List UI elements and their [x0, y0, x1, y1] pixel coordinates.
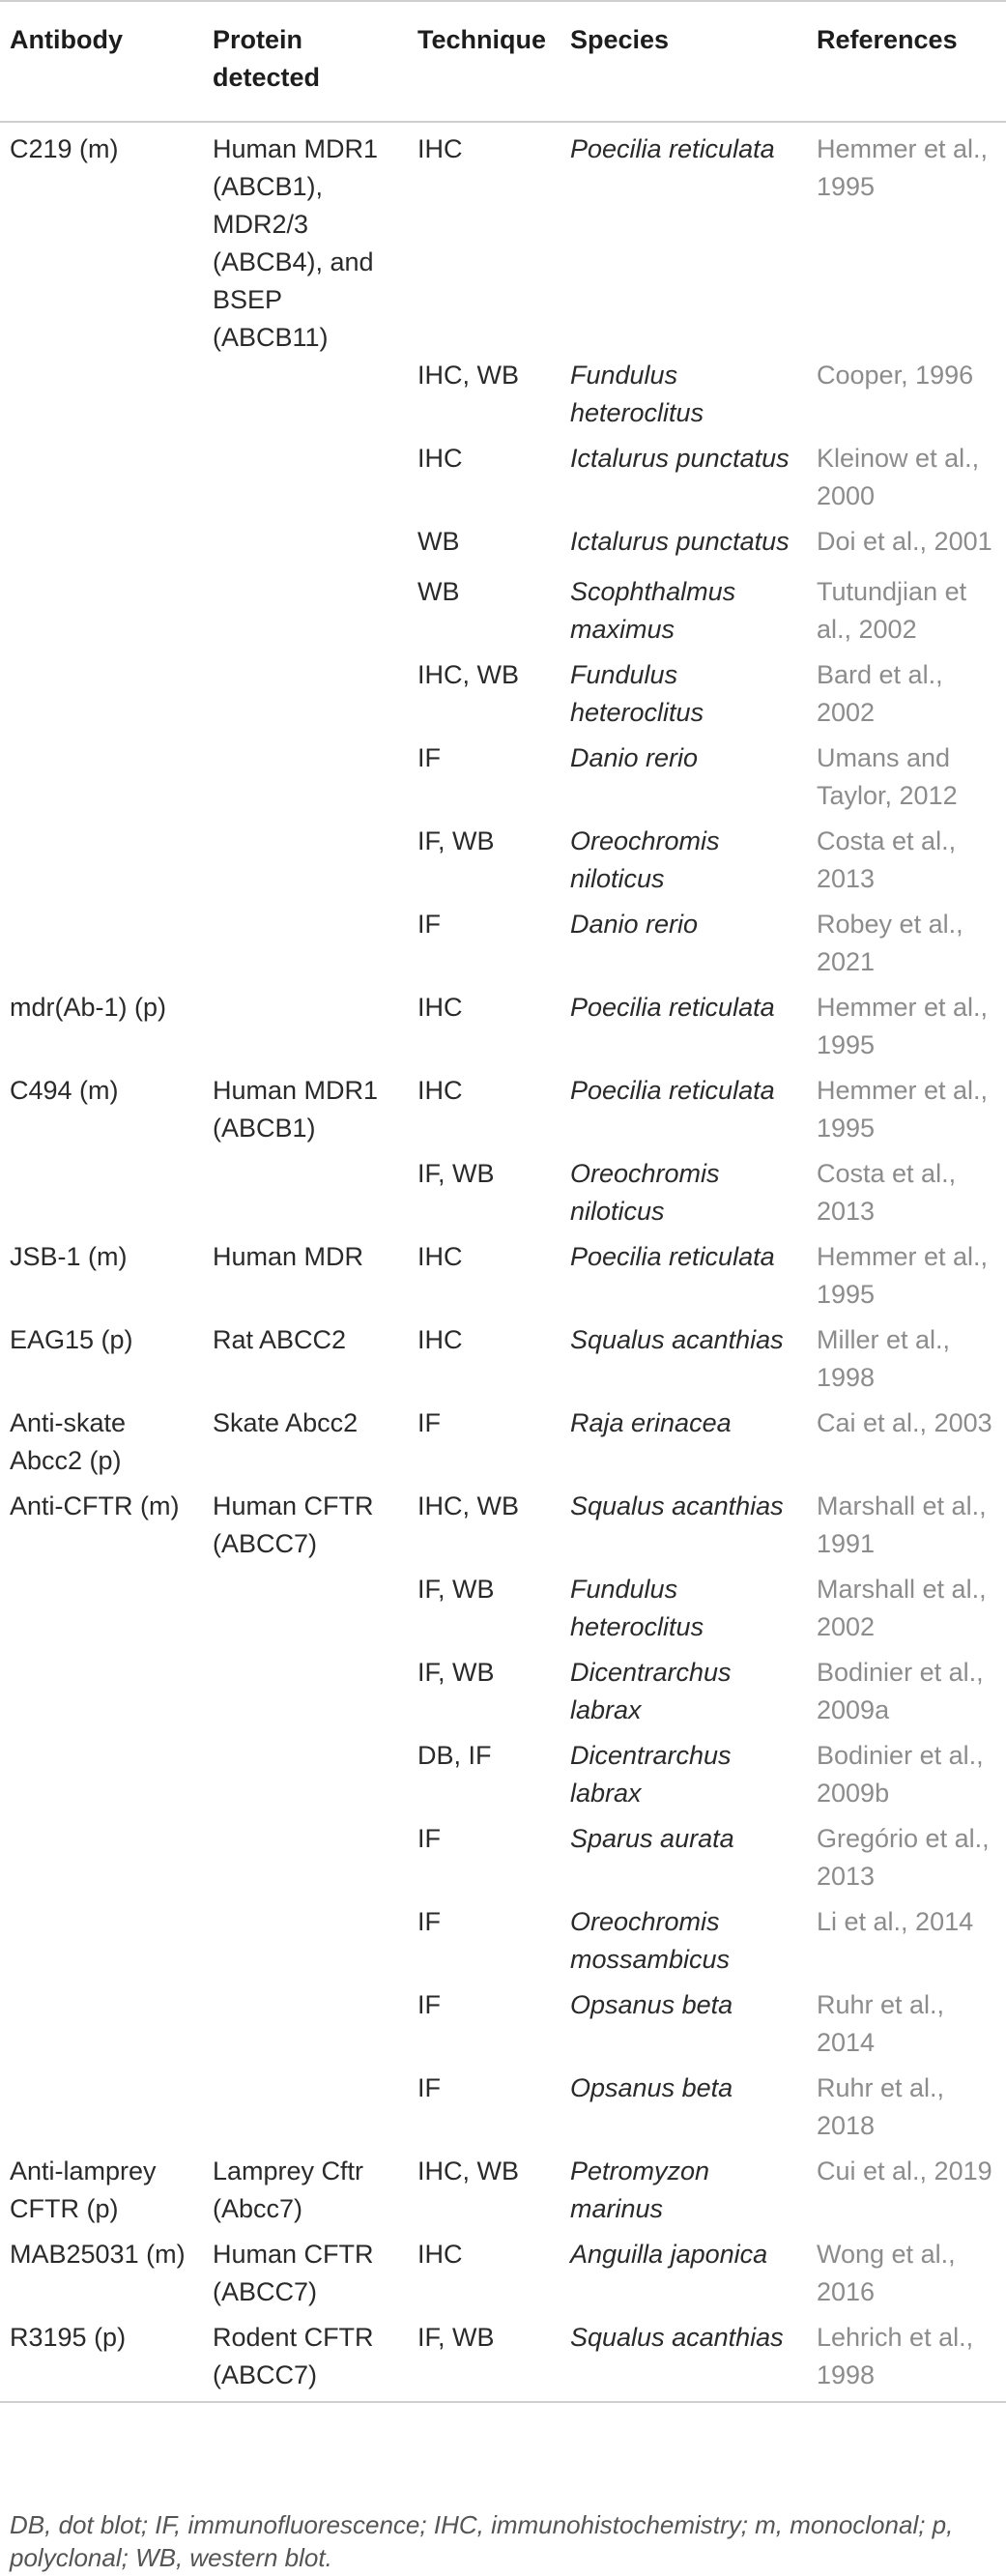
- table-body: [0, 122, 1006, 2402]
- table-row: [0, 1903, 1006, 1986]
- table-row: [0, 823, 1006, 906]
- cell-antibody: [0, 573, 203, 656]
- cell-antibody: Anti-lamprey CFTR (p): [10, 2156, 157, 2223]
- table-row: [0, 1404, 1006, 1488]
- cell-protein-detected: Rat ABCC2: [213, 1325, 347, 1354]
- cell-reference: Gregório et al., 2013: [817, 1824, 990, 1891]
- cell-protein-detected: [203, 1571, 408, 1654]
- table-row: [0, 739, 1006, 823]
- table-row: [0, 906, 1006, 989]
- cell-protein-detected: Rodent CFTR (ABCC7): [203, 2319, 408, 2402]
- cell-reference: Hemmer et al., 1995: [817, 993, 989, 1059]
- cell-species: Scophthalmus maximus: [570, 577, 736, 644]
- cell-species: Petromyzon marinus: [570, 2156, 710, 2223]
- cell-reference: Hemmer et al., 1995: [817, 134, 989, 201]
- cell-reference: Robey et al., 2021: [817, 910, 963, 976]
- cell-reference: Bard et al., 2002: [817, 660, 943, 727]
- cell-antibody: [0, 739, 203, 823]
- cell-protein-detected: [203, 1155, 408, 1238]
- cell-antibody: [0, 440, 203, 523]
- cell-species: Fundulus heteroclitus: [570, 1575, 704, 1641]
- table-row: [0, 1820, 1006, 1903]
- cell-reference: Kleinow et al., 2000: [817, 444, 980, 510]
- cell-protein-detected: [203, 989, 408, 1072]
- table-row: [0, 357, 1006, 440]
- table-row: [0, 573, 1006, 656]
- cell-reference: Hemmer et al., 1995: [817, 1242, 989, 1309]
- cell-species: Opsanus beta: [570, 2073, 733, 2102]
- cell-species: Poecilia reticulata: [570, 134, 775, 163]
- cell-reference: Umans and Taylor, 2012: [817, 743, 958, 810]
- header-antibody: Antibody: [0, 1, 203, 122]
- cell-protein-detected: Human CFTR (ABCC7): [213, 1491, 374, 1558]
- table-row: [0, 1155, 1006, 1238]
- header-technique: Technique: [408, 1, 560, 122]
- cell-antibody: C219 (m): [10, 134, 119, 163]
- cell-antibody: [0, 656, 203, 739]
- cell-protein-detected: [203, 2069, 408, 2153]
- cell-species: Fundulus heteroclitus: [570, 660, 704, 727]
- cell-reference: Miller et al., 1998: [817, 1325, 951, 1392]
- header-references: References: [807, 1, 1006, 122]
- cell-technique: IHC: [417, 1076, 463, 1105]
- cell-technique: IF: [417, 1408, 441, 1437]
- cell-species: Fundulus heteroclitus: [570, 361, 704, 427]
- cell-technique: IF, WB: [408, 2319, 560, 2402]
- cell-antibody: mdr(Ab-1) (p): [10, 993, 167, 1022]
- cell-reference: Marshall et al., 2002: [817, 1575, 987, 1641]
- cell-species: Poecilia reticulata: [570, 1076, 775, 1105]
- cell-technique: IF: [417, 1824, 441, 1853]
- cell-technique: IHC: [417, 1242, 463, 1271]
- cell-antibody: JSB-1 (m): [10, 1242, 128, 1271]
- cell-reference: Wong et al., 2016: [817, 2240, 956, 2306]
- cell-protein-detected: [203, 739, 408, 823]
- table-row: [0, 1488, 1006, 1571]
- cell-reference: Li et al., 2014: [817, 1907, 974, 1936]
- cell-technique: IHC: [417, 1325, 463, 1354]
- cell-reference: Costa et al., 2013: [817, 826, 957, 893]
- cell-antibody: EAG15 (p): [10, 1325, 133, 1354]
- cell-technique: WB: [417, 527, 460, 556]
- header-protein-detected: Protein detected: [203, 1, 408, 122]
- cell-antibody: Anti-skate Abcc2 (p): [10, 1408, 127, 1475]
- cell-technique: WB: [417, 577, 460, 606]
- cell-species: Poecilia reticulata: [570, 993, 775, 1022]
- cell-protein-detected: [203, 656, 408, 739]
- cell-technique: IF: [417, 1907, 441, 1936]
- table-header-row: [0, 1, 1006, 122]
- cell-protein-detected: [203, 1986, 408, 2069]
- cell-antibody: [0, 523, 203, 573]
- cell-antibody: [0, 1820, 203, 1903]
- cell-technique: IHC: [417, 134, 463, 163]
- cell-technique: IHC: [417, 444, 463, 473]
- table-row: [0, 2153, 1006, 2236]
- cell-antibody: [0, 1155, 203, 1238]
- cell-reference: Bodinier et al., 2009b: [817, 1741, 984, 1808]
- cell-protein-detected: [203, 1820, 408, 1903]
- table-row: [0, 1571, 1006, 1654]
- cell-antibody: Anti-CFTR (m): [10, 1491, 180, 1520]
- table-row: [0, 2069, 1006, 2153]
- cell-antibody: [0, 2069, 203, 2153]
- cell-species: Dicentrarchus labrax: [570, 1658, 732, 1724]
- cell-species: Poecilia reticulata: [570, 1242, 775, 1271]
- cell-protein-detected: [203, 573, 408, 656]
- cell-technique: IF, WB: [417, 1159, 495, 1188]
- cell-protein-detected: Lamprey Cftr (Abcc7): [213, 2156, 364, 2223]
- cell-species: Danio rerio: [570, 910, 699, 939]
- cell-reference: Doi et al., 2001: [817, 527, 992, 556]
- cell-technique: IHC, WB: [417, 1491, 519, 1520]
- cell-technique: IF: [417, 1990, 441, 2019]
- table-row: [0, 1321, 1006, 1404]
- cell-reference: Cui et al., 2019: [817, 2156, 992, 2185]
- cell-antibody: [0, 1903, 203, 1986]
- table-row: [0, 2319, 1006, 2402]
- cell-reference: Ruhr et al., 2018: [817, 2073, 945, 2140]
- cell-species: Raja erinacea: [570, 1408, 732, 1437]
- table-row: [0, 122, 1006, 357]
- cell-antibody: [0, 1571, 203, 1654]
- cell-antibody: [0, 1654, 203, 1737]
- cell-species: Dicentrarchus labrax: [570, 1741, 732, 1808]
- cell-reference: Tutundjian et al., 2002: [817, 577, 967, 644]
- cell-protein-detected: [203, 357, 408, 440]
- cell-reference: Cai et al., 2003: [817, 1408, 992, 1437]
- cell-protein-detected: [203, 1654, 408, 1737]
- cell-protein-detected: Human MDR1 (ABCB1), MDR2/3 (ABCB4), and BSEP (ABCB11): [213, 134, 379, 352]
- cell-technique: IF: [417, 910, 441, 939]
- table-row: [0, 523, 1006, 573]
- cell-protein-detected: [203, 823, 408, 906]
- cell-antibody: [0, 906, 203, 989]
- cell-protein-detected: [203, 523, 408, 573]
- cell-species: Anguilla japonica: [570, 2240, 768, 2269]
- cell-reference: Hemmer et al., 1995: [817, 1076, 989, 1143]
- cell-technique: IF, WB: [417, 826, 495, 855]
- cell-species: Ictalurus punctatus: [570, 444, 790, 473]
- cell-antibody: C494 (m): [10, 1076, 119, 1105]
- cell-species: Squalus acanthias: [570, 1491, 784, 1520]
- cell-antibody: [0, 823, 203, 906]
- cell-antibody: MAB25031 (m): [10, 2240, 186, 2269]
- cell-reference: Lehrich et al., 1998: [807, 2319, 1006, 2402]
- cell-reference: Marshall et al., 1991: [817, 1491, 987, 1558]
- cell-protein-detected: [203, 440, 408, 523]
- cell-species: Opsanus beta: [570, 1990, 733, 2019]
- cell-antibody: R3195 (p): [0, 2319, 203, 2402]
- cell-species: Oreochromis niloticus: [570, 826, 720, 893]
- cell-technique: IHC, WB: [417, 361, 519, 390]
- cell-technique: IHC: [417, 2240, 463, 2269]
- cell-species: Squalus acanthias: [570, 1325, 784, 1354]
- cell-antibody: [0, 357, 203, 440]
- cell-species: Oreochromis mossambicus: [570, 1907, 731, 1974]
- cell-protein-detected: Human MDR1 (ABCB1): [213, 1076, 379, 1143]
- table-row: [0, 440, 1006, 523]
- table-row: [0, 1654, 1006, 1737]
- header-species: Species: [560, 1, 807, 122]
- cell-reference: Bodinier et al., 2009a: [817, 1658, 984, 1724]
- table-row: [0, 656, 1006, 739]
- cell-reference: Ruhr et al., 2014: [817, 1990, 945, 2057]
- cell-technique: IF, WB: [417, 1575, 495, 1604]
- cell-technique: IHC, WB: [417, 2156, 519, 2185]
- table-row: [0, 1737, 1006, 1820]
- cell-reference: Costa et al., 2013: [817, 1159, 957, 1226]
- cell-technique: IF, WB: [417, 1658, 495, 1687]
- cell-reference: Cooper, 1996: [817, 361, 974, 390]
- cell-technique: IF: [417, 743, 441, 772]
- table-row: [0, 1072, 1006, 1155]
- cell-protein-detected: Human CFTR (ABCC7): [213, 2240, 374, 2306]
- cell-technique: DB, IF: [417, 1741, 492, 1770]
- table-row: [0, 1986, 1006, 2069]
- cell-species: Sparus aurata: [570, 1824, 734, 1853]
- table-row: [0, 1238, 1006, 1321]
- cell-species: Danio rerio: [570, 743, 699, 772]
- cell-antibody: [0, 1986, 203, 2069]
- cell-technique: IHC, WB: [417, 660, 519, 689]
- cell-protein-detected: Human MDR: [213, 1242, 364, 1271]
- table-row: [0, 2236, 1006, 2319]
- cell-species: Oreochromis niloticus: [570, 1159, 720, 1226]
- cell-protein-detected: [203, 906, 408, 989]
- cell-technique: IHC: [417, 993, 463, 1022]
- cell-antibody: [0, 1737, 203, 1820]
- cell-species: Squalus acanthias: [560, 2319, 807, 2402]
- cell-protein-detected: [203, 1903, 408, 1986]
- table-footnote: DB, dot blot; IF, immunofluorescence; IHC, immunohistochemistry; m, monoclonal; p, polyclonal; WB, western blot.: [10, 2510, 954, 2572]
- cell-protein-detected: [203, 1737, 408, 1820]
- cell-technique: IF: [417, 2073, 441, 2102]
- cell-species: Ictalurus punctatus: [570, 527, 790, 556]
- cell-protein-detected: Skate Abcc2: [213, 1408, 359, 1437]
- table-row: [0, 989, 1006, 1072]
